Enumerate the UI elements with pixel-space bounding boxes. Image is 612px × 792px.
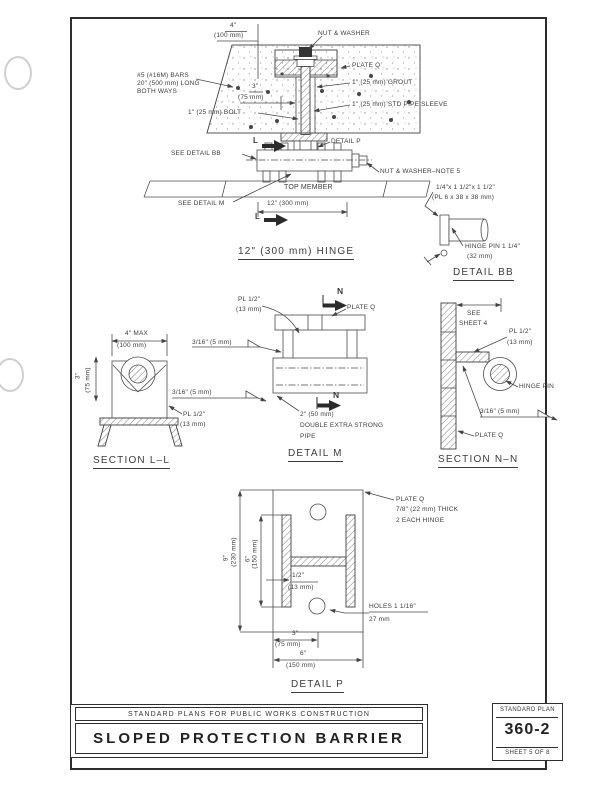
section-n-marker-top: N [337, 286, 344, 296]
plate-q-label-p-2: 7/8" (22 mm) THICK [396, 506, 459, 513]
pl-label-m-2: (13 mm) [236, 306, 262, 313]
holes-label-2: 27 mm [369, 616, 390, 623]
dim-4in: 4" [230, 22, 237, 29]
pl-label-ll-2: (13 mm) [180, 421, 206, 428]
standard-plan-box [492, 703, 563, 761]
dim-3in: 3" [252, 83, 259, 90]
slot-label-2: (13 mm) [288, 584, 314, 591]
angle-size-label-2: (PL 6 x 38 x 38 mm) [432, 194, 495, 201]
see-sheet4-label-2: SHEET 4 [459, 320, 488, 327]
nut-washer-note5-label: NUT & WASHER–NOTE 5 [380, 168, 461, 175]
detail-m-linework [192, 295, 367, 411]
plate-q-label: PLATE Q [352, 62, 381, 69]
pl-label-nn-2: (13 mm) [507, 339, 533, 346]
dim-12in: 12" (300 mm) [267, 200, 309, 207]
see-detail-m-label: SEE DETAIL M [178, 200, 225, 207]
section-l-marker-top: L [253, 136, 259, 145]
sheet-title: SLOPED PROTECTION BARRIER [93, 730, 405, 747]
weld-label-ll: 3/16" (5 mm) [172, 389, 212, 396]
slot-label-1: 1/2" [292, 572, 305, 579]
section-n-marker-bottom: N [333, 390, 340, 400]
hinge-view-title: 12" (300 mm) HINGE [238, 246, 354, 260]
dim-75mm: (75 mm) [238, 94, 264, 101]
bolt-label: 1" (25 mm) BOLT [188, 109, 242, 116]
see-detail-bb-label: SEE DETAIL BB [171, 150, 221, 157]
dim-230mm: (230 mm) [230, 537, 238, 567]
plate-q-label-m: PLATE Q [347, 304, 376, 311]
bars-label-3: BOTH WAYS [137, 88, 178, 95]
weld-label-m: 3/16" (5 mm) [192, 339, 232, 346]
holes-label-1: HOLES 1 1/16" [369, 603, 416, 610]
detail-m-title: DETAIL M [288, 448, 343, 462]
section-ll-title: SECTION L–L [93, 455, 170, 469]
detail-bb-title: DETAIL BB [453, 267, 514, 281]
nut-washer-label: NUT & WASHER [318, 30, 370, 37]
plan-box-divider-bottom [496, 747, 558, 748]
hinge-pin-label-2: (32 mm) [467, 253, 493, 260]
plate-q-label-p-3: 2 EACH HINGE [396, 517, 445, 524]
angle-size-label-1: 1/4"x 1 1/2"x 1 1/2" [436, 184, 495, 191]
dim-150mm-v: (150 mm) [251, 539, 259, 569]
dim-150mm-p: (150 mm) [286, 662, 316, 669]
hinge-pin-label-1: HINGE PIN 1 1/4" [465, 243, 520, 250]
org-name: STANDARD PLANS FOR PUBLIC WORKS CONSTRUCTION [128, 710, 370, 718]
pipe-sleeve-label: 1" (25 mm) STD PIPE SLEEVE [352, 101, 448, 108]
pipe-label-3: PIPE [300, 433, 316, 440]
pl-label-m-1: PL 1/2" [238, 296, 261, 303]
dim-75mm-ll: (75 mm) [84, 367, 92, 393]
title-block-org-cell [75, 707, 423, 721]
plate-q-label-nn: PLATE Q [475, 432, 504, 439]
pipe-label-2: DOUBLE EXTRA STRONG [300, 422, 384, 429]
dim-3in-ll: 3" [74, 372, 82, 380]
top-member-label: TOP MEMBER [284, 184, 333, 191]
dim-75mm-p: (75 mm) [275, 641, 301, 648]
see-sheet4-label-1: SEE [467, 310, 481, 317]
pl-label-nn-1: PL 1/2" [509, 328, 532, 335]
bars-label-1: #5 (#16M) BARS [137, 72, 189, 79]
section-nn-title: SECTION N–N [438, 454, 518, 468]
weld-label-nn: 3/16" (5 mm) [480, 408, 520, 415]
detail-p-ref: DETAIL P [331, 138, 361, 145]
standard-plan-label: STANDARD PLAN [499, 707, 556, 713]
grout-label: 1" (25 mm) GROUT [352, 79, 413, 86]
dim-6in-p: 6" [300, 650, 307, 657]
title-block-title-cell [75, 723, 423, 754]
hinge-elevation-linework [144, 24, 430, 226]
plan-box-divider-top [496, 717, 558, 718]
plate-q-label-p-1: PLATE Q [396, 496, 425, 503]
plan-number: 360-2 [504, 721, 551, 738]
hinge-pin-label-nn: HINGE PIN [519, 383, 555, 390]
dim-4max: 4" MAX [125, 330, 149, 337]
dim-100mm-ll: (100 mm) [117, 342, 147, 349]
bars-label-2: 20" (500 mm) LONG [137, 80, 200, 87]
pipe-label-1: 2" (50 mm) [300, 411, 334, 418]
pl-label-ll-1: PL 1/2" [183, 411, 206, 418]
sheet-number: SHEET 5 OF 8 [505, 750, 550, 756]
dim-3in-p: 3" [292, 630, 299, 637]
dim-9in: 9" [222, 554, 230, 562]
section-l-marker-bottom: L [255, 212, 261, 221]
detail-p-title: DETAIL P [291, 679, 344, 693]
dim-6in-v: 6" [244, 555, 252, 563]
dim-100mm: (100 mm) [214, 32, 244, 39]
